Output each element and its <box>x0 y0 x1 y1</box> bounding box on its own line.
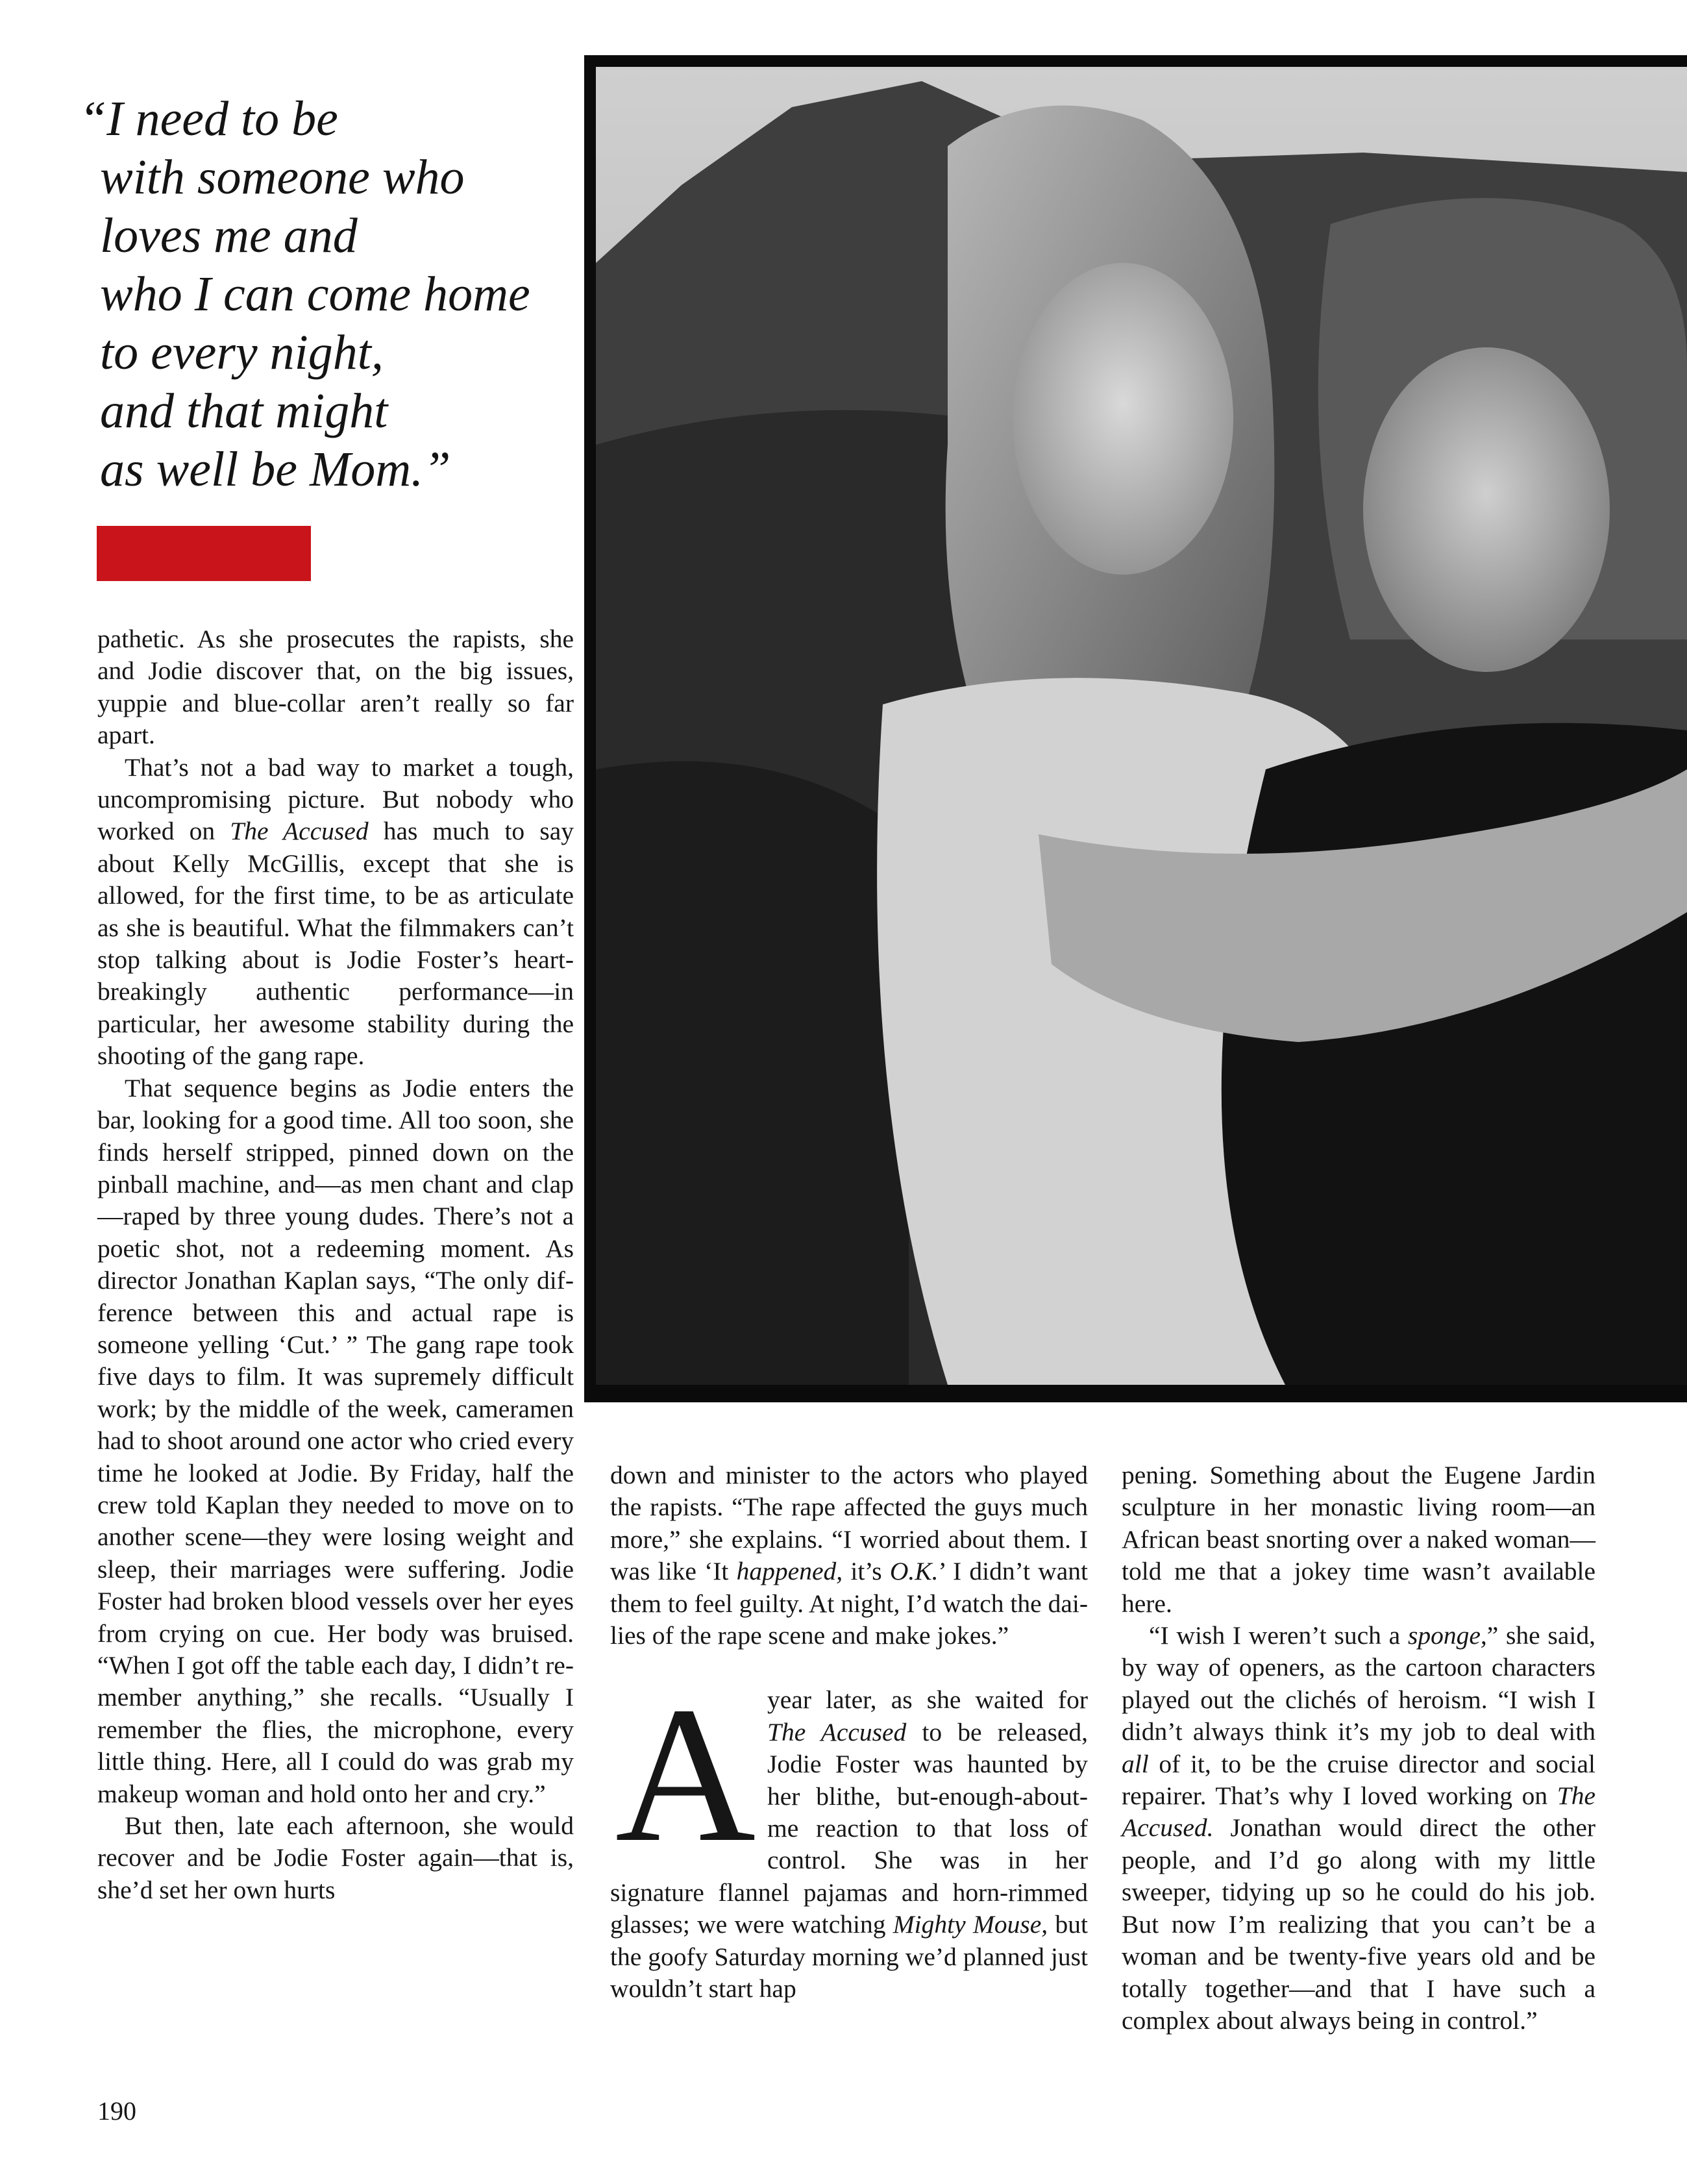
page-number: 190 <box>97 2096 136 2126</box>
pull-quote-line-3: loves me and <box>100 208 358 263</box>
paragraph: pening. Something about the Eugene Jardin sculpture in her monastic living room—an African beast snorting over a naked woman—told me that a jokey time wasn’t available here. <box>1122 1461 1595 1618</box>
text-italic: all <box>1122 1749 1149 1778</box>
film-title: The Accused. <box>1122 1781 1595 1843</box>
article-column-left <box>97 623 574 1906</box>
text-run: it’s <box>850 1557 882 1586</box>
paragraph: That sequence begins as Jodie enters the bar, looking for a good time. All too soon, she finds herself stripped, pinned down on the pinball machine, and—as men chant and clap—raped by three young dudes. There’s not a poetic shot, not a redeeming moment. As director Jonathan Kaplan says, “The only difference between this and actual rape is someone yelling ‘Cut.’ ” The gang rape took five days to film. It was supremely difficult work; by the middle of the week, cameramen had to shoot around one actor who cried every time he looked at Jodie. By Friday, half the crew told Kaplan they needed to move on to another scene—they were losing weight and sleep, their marriages were suffering. Jodie Foster had broken blood vessels over her eyes from crying on cue. Her body was bruised. “When I got off the table each day, I didn’t remember anything,” she recalls. “Usually I remember the flies, the microphone, every little thing. Here, all I could do was grab my makeup woman and hold onto her and cry.” <box>97 1073 574 1808</box>
paragraph <box>610 1459 1088 1652</box>
text-run: to be released, Jodie Foster was haunted by her blithe, but-enough-about-me reaction to that loss of control. She was in her signature flannel pajamas and horn-rimmed glasses; we were watching <box>610 1717 1088 1939</box>
paragraph <box>1122 1620 1595 2037</box>
text-run: down and minister to the actors who played the rapists. “The rape affected the guys much more,” she explains. “I worried about them. I was like ‘It <box>610 1461 1088 1586</box>
pull-quote-line-4: who I can come home <box>100 267 530 321</box>
text-run: but the goofy Saturday morning we’d planned just wouldn’t start hap <box>610 1910 1088 2004</box>
film-title: The Accused <box>230 817 369 846</box>
text-run: Jonathan would direct the other people, and I’d go along with my little sweeper, tidying up so he could do his job. But now I’m realizing that you can’t be a woman and be twenty-five years old and be totally together—and that I have such a complex about always being in control.” <box>1122 1813 1596 2035</box>
portrait-photo-image <box>584 55 1687 1402</box>
article-column-middle <box>610 1459 1088 2005</box>
text-italic: happened, <box>736 1557 843 1586</box>
text-run: ’ I didn’t want them to feel guilty. At night, I’d watch the dailies of the rape scene and make jokes.” <box>610 1557 1088 1650</box>
paragraph <box>610 1667 1088 2005</box>
text-run: ” she said, by way of openers, as the cartoon characters played out the clichés of heroism. “I wish I didn’t always think it’s my job to deal with <box>1122 1621 1595 1746</box>
text-run: of it, to be the cruise director and social repairer. That’s why I loved working on <box>1122 1749 1595 1811</box>
pull-quote-line-2: with someone who <box>100 150 465 205</box>
paragraph: But then, late each afternoon, she would recover and be Jodie Foster again—that is, she’d set her own hurts <box>97 1811 574 1904</box>
paragraph <box>97 752 574 1073</box>
text-run: “I wish I weren’t such a <box>1149 1621 1401 1650</box>
paragraph: pathetic. As she prosecutes the rapists, she and Jodie discover that, on the big issues, yuppie and blue-collar aren’t really so far apart. <box>97 625 574 750</box>
film-title: The Accused <box>767 1717 907 1746</box>
pull-quote-line-1: “I need to be <box>79 92 338 146</box>
red-accent-bar <box>97 526 311 581</box>
text-italic: Mighty Mouse, <box>893 1910 1048 1939</box>
text-italic: sponge, <box>1407 1621 1487 1650</box>
article-column-right <box>1122 1459 1595 2037</box>
pull-quote-line-7: as well be Mom.” <box>100 442 451 497</box>
portrait-photo <box>584 55 1687 1402</box>
pull-quote <box>79 90 573 499</box>
text-italic: O.K. <box>889 1557 939 1586</box>
pull-quote-line-5: to every night, <box>100 325 384 380</box>
drop-cap: A <box>615 1667 756 1883</box>
text-run: year later, as she waited for <box>767 1685 1088 1715</box>
pull-quote-line-6: and that might <box>100 384 388 438</box>
text-run: has much to say about Kelly McGillis, except that she is allowed, for the first time, to be as articulate as she is beautiful. What the filmmakers can’t stop talking about is Jodie Foster’s heartbreakingly authentic performance—in particular, her awesome stability during the shooting of the gang rape. <box>97 817 574 1071</box>
text-run: That’s not a bad way to market a tough, uncompromising picture. But nobody who worked on <box>97 752 574 846</box>
